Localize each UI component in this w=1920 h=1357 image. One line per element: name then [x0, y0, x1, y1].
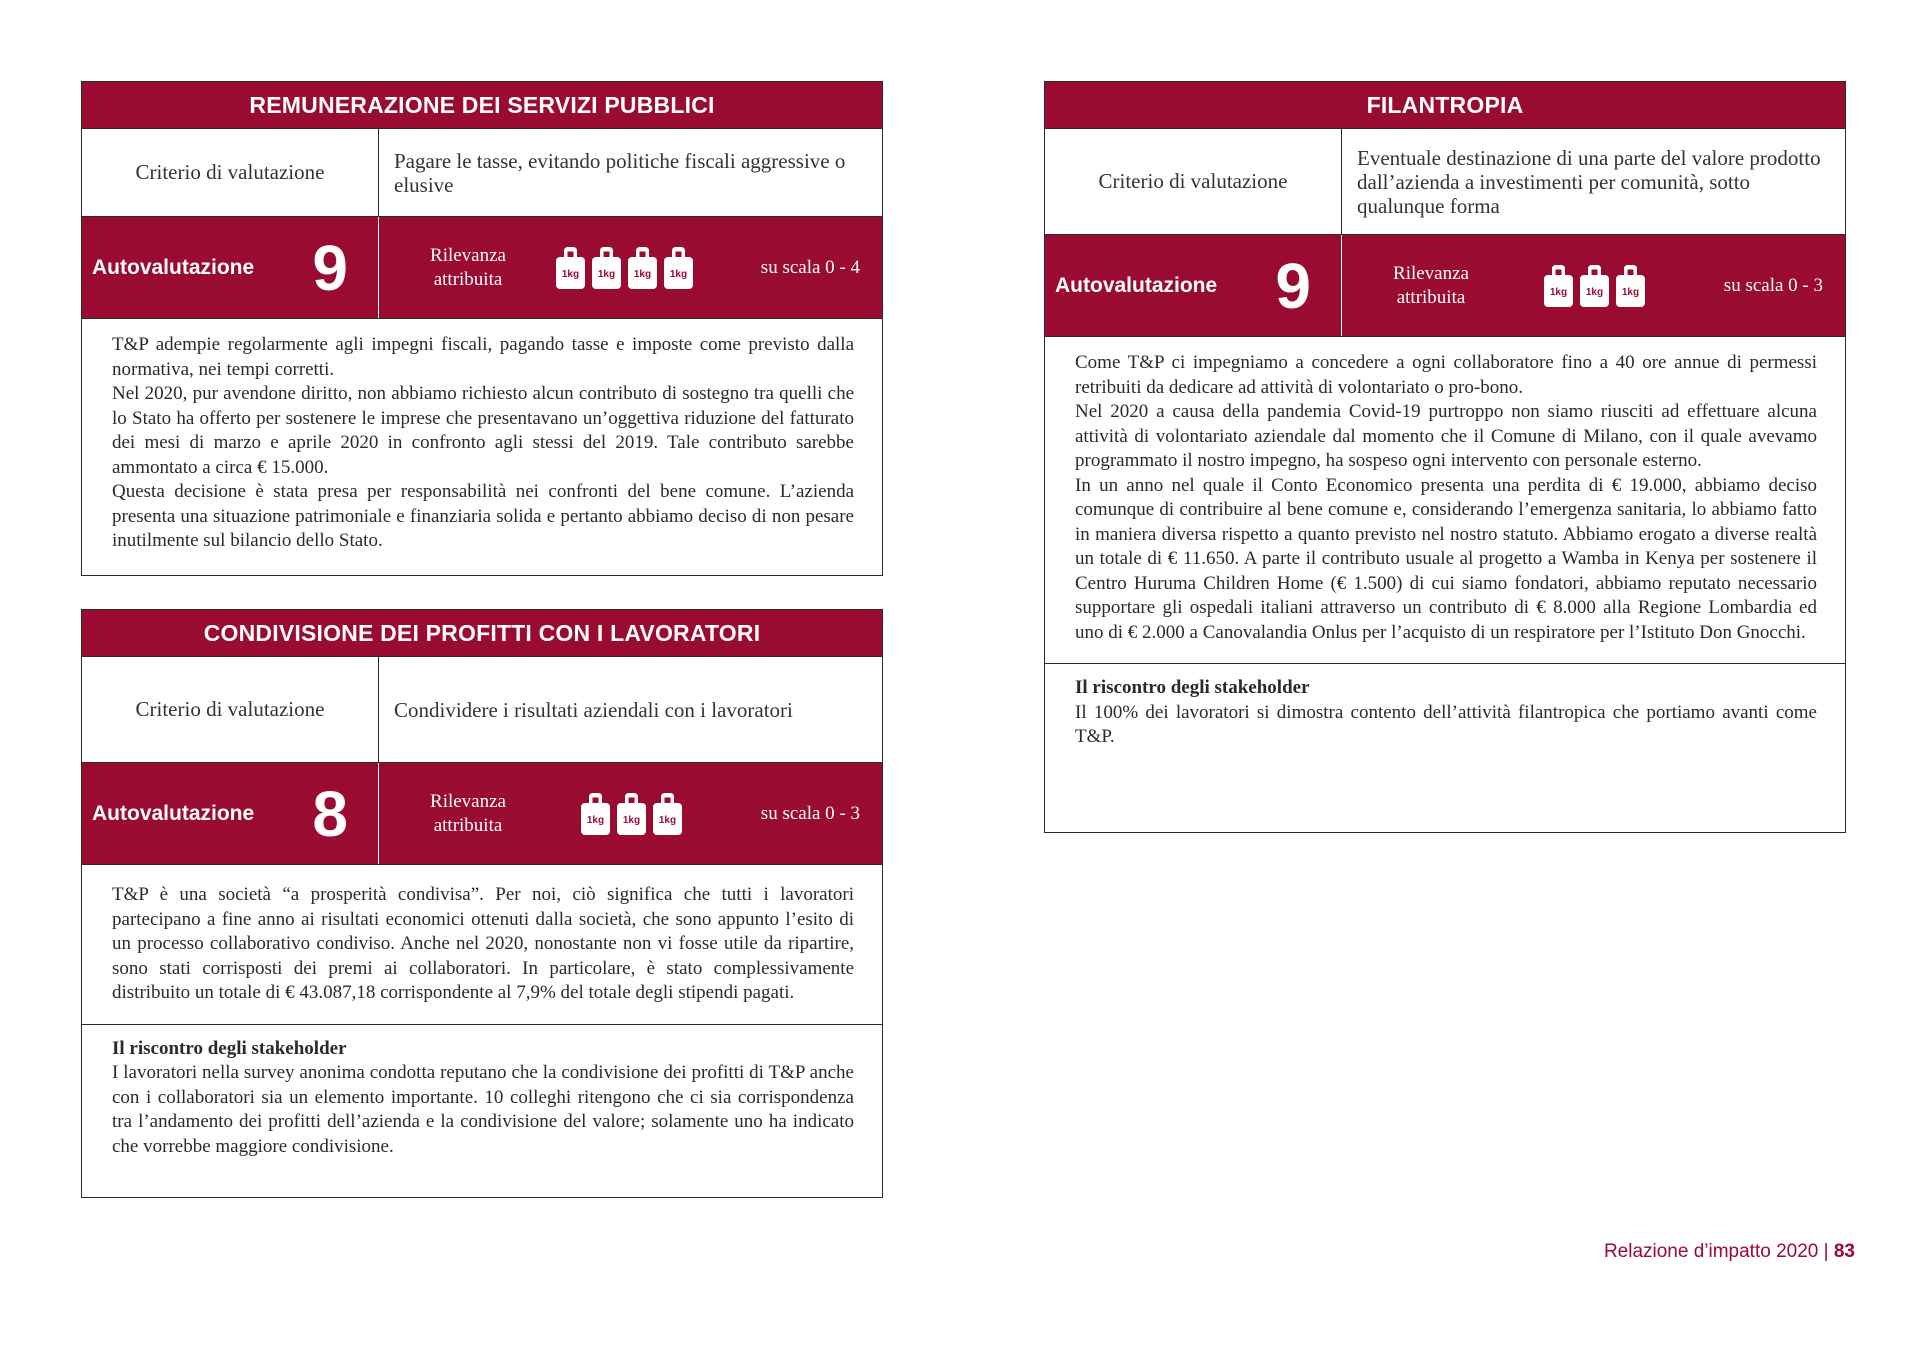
weight-label: 1kg — [622, 814, 641, 826]
paragraph: In un anno nel quale il Conto Economico presenta una perdita di € 19.000, abbiamo deciso comunque di contribuire al bene comune e, considerando l’emergenza sanitaria, lo abbiamo fatto in maniera diversa rispetto a quanto previsto nel nostro statuto. Abbiamo erogato a diverse realtà un totale di € 11.650. A parte il contributo usuale al progetto a Wamba in Kenya per sostenere il Centro Huruma Children Home (€ 1.500) di cui siamo fondatori, abbiamo reputato necessario supportare gli ospedali italiani attraverso un contributo di € 8.000 alla Regione Lombardia ed uno di € 2.000 a Canovalandia Onlus per l’acquisto di un respiratore per l’Istituto Don Gnocchi. — [1075, 474, 1817, 643]
criteria-label: Criterio di valutazione — [82, 657, 379, 762]
kettlebell-weight-icon — [554, 245, 587, 291]
stakeholder-title: Il riscontro degli stakeholder — [112, 1037, 347, 1059]
criteria-row — [82, 657, 882, 763]
description — [1045, 337, 1845, 663]
kettlebell-weight-icon — [1614, 263, 1647, 309]
scale-label: su scala 0 - 3 — [760, 802, 860, 824]
weight-label: 1kg — [633, 268, 652, 280]
relevance-label: Rilevanza attribuita — [430, 790, 506, 836]
scale-label: su scala 0 - 3 — [1723, 274, 1823, 296]
score-label: Autovalutazione — [92, 801, 255, 825]
stakeholder-text: Il 100% dei lavoratori si dimostra contento dell’attività filantropica che portiamo avanti come T&P. — [1075, 701, 1817, 747]
card-title: FILANTROPIA — [1045, 82, 1845, 129]
criteria-text: Eventuale destinazione di una parte del valore prodotto dall’azienda a investimenti per comunità, sotto qualunque forma — [1357, 145, 1821, 218]
kettlebell-weight-icon — [615, 791, 648, 837]
paragraph: Questa decisione è stata presa per responsabilità nei confronti del bene comune. L’azienda presenta una situazione patrimoniale e finanziaria solida e pertanto abbiamo deciso di non pesare inutilmente sul bilancio dello Stato. — [112, 481, 854, 551]
weight-label: 1kg — [561, 268, 580, 280]
self-evaluation — [82, 217, 379, 318]
stakeholder-feedback — [1045, 663, 1845, 766]
self-evaluation — [1045, 235, 1342, 336]
description — [82, 319, 882, 572]
page-number: 83 — [1833, 1241, 1855, 1262]
page-footer — [1604, 1241, 1855, 1263]
stakeholder-feedback — [82, 1024, 882, 1176]
criteria-label: Criterio di valutazione — [1045, 129, 1342, 234]
criteria-row — [1045, 129, 1845, 235]
kettlebell-weight-icon — [1578, 263, 1611, 309]
weights-group — [554, 245, 695, 291]
card-title: CONDIVISIONE DEI PROFITTI CON I LAVORATORI — [82, 610, 882, 657]
criteria-text: Condividere i risultati aziendali con i lavoratori — [394, 697, 793, 722]
score-row — [1045, 235, 1845, 337]
card-filantropia — [1044, 81, 1846, 833]
score-value: 9 — [1275, 249, 1311, 322]
weight-label: 1kg — [658, 814, 677, 826]
kettlebell-weight-icon — [1542, 263, 1575, 309]
paragraph: T&P adempie regolarmente agli impegni fiscali, pagando tasse e imposte come previsto dalla normativa, nei tempi corretti. — [112, 334, 854, 380]
criteria-row — [82, 129, 882, 217]
card-condivisione-profitti — [81, 609, 883, 1198]
scale-label: su scala 0 - 4 — [760, 256, 860, 278]
score-label: Autovalutazione — [92, 255, 255, 279]
kettlebell-weight-icon — [626, 245, 659, 291]
kettlebell-weight-icon — [579, 791, 612, 837]
stakeholder-text: I lavoratori nella survey anonima condotta reputano che la condivisione dei profitti di T&P anche con i collaboratori sia un elemento importante. 10 colleghi ritengono che ci sia corrispondenza tra l’andamento dei profitti dell’azienda e la condivisione del valore; solamente uno ha indicato che vorrebbe maggiore condivisione. — [112, 1062, 854, 1157]
description — [82, 865, 882, 1024]
score-row — [82, 763, 882, 865]
criteria-text: Pagare le tasse, evitando politiche fiscali aggressive o elusive — [394, 148, 846, 197]
relevance — [379, 763, 882, 864]
relevance-label: Rilevanza attribuita — [1393, 262, 1469, 308]
report-title: Relazione d’impatto 2020 | — [1603, 1241, 1834, 1262]
paragraph: Nel 2020, pur avendone diritto, non abbiamo richiesto alcun contributo di sostegno tra quelli che lo Stato ha offerto per sostenere le imprese che presentavano un’oggettiva riduzione del fatturato dei mesi di marzo e aprile 2020 in confronto agli stessi del 2019. Tale contributo sarebbe ammontato a circa € 15.000. — [112, 383, 854, 478]
weights-group — [579, 791, 684, 837]
paragraph: Come T&P ci impegniamo a concedere a ogni collaboratore fino a 40 ore annue di permessi retribuiti da dedicare ad attività di volontariato o pro-bono. — [1075, 352, 1817, 398]
weight-label: 1kg — [586, 814, 605, 826]
criteria-label: Criterio di valutazione — [82, 129, 379, 216]
kettlebell-weight-icon — [590, 245, 623, 291]
score-row — [82, 217, 882, 319]
kettlebell-weight-icon — [651, 791, 684, 837]
weight-label: 1kg — [1621, 286, 1640, 298]
card-remunerazione — [81, 81, 883, 576]
paragraph: T&P è una società “a prosperità condivisa”. Per noi, ciò significa che tutti i lavoratori partecipano a fine anno ai risultati economici ottenuti dalla società, che sono appunto l’esito di un processo collaborativo condiviso. Anche nel 2020, nonostante non vi fosse utile da ripartire, sono stati corrisposti dei premi ai collaboratori. In particolare, è stato complessivamente distribuito un totale di € 43.087,18 corrispondente al 7,9% del totale degli stipendi pagati. — [112, 884, 854, 1003]
card-title: REMUNERAZIONE DEI SERVIZI PUBBLICI — [82, 82, 882, 129]
relevance-label: Rilevanza attribuita — [430, 244, 506, 290]
weight-label: 1kg — [597, 268, 616, 280]
weight-label: 1kg — [1549, 286, 1568, 298]
weight-label: 1kg — [1585, 286, 1604, 298]
stakeholder-title: Il riscontro degli stakeholder — [1075, 677, 1310, 698]
paragraph: Nel 2020 a causa della pandemia Covid-19 purtroppo non siamo riusciti ad effettuare alcuna attività di volontariato aziendale dal momento che il Comune di Milano, con il quale avevamo programmato il nostro impegno, ha sospeso ogni intervento con personale esterno. — [1075, 401, 1817, 471]
score-value: 8 — [312, 777, 348, 850]
weights-group — [1542, 263, 1647, 309]
relevance — [379, 217, 882, 318]
score-value: 9 — [312, 231, 348, 304]
kettlebell-weight-icon — [662, 245, 695, 291]
score-label: Autovalutazione — [1055, 273, 1218, 297]
self-evaluation — [82, 763, 379, 864]
relevance — [1342, 235, 1845, 336]
weight-label: 1kg — [669, 268, 688, 280]
